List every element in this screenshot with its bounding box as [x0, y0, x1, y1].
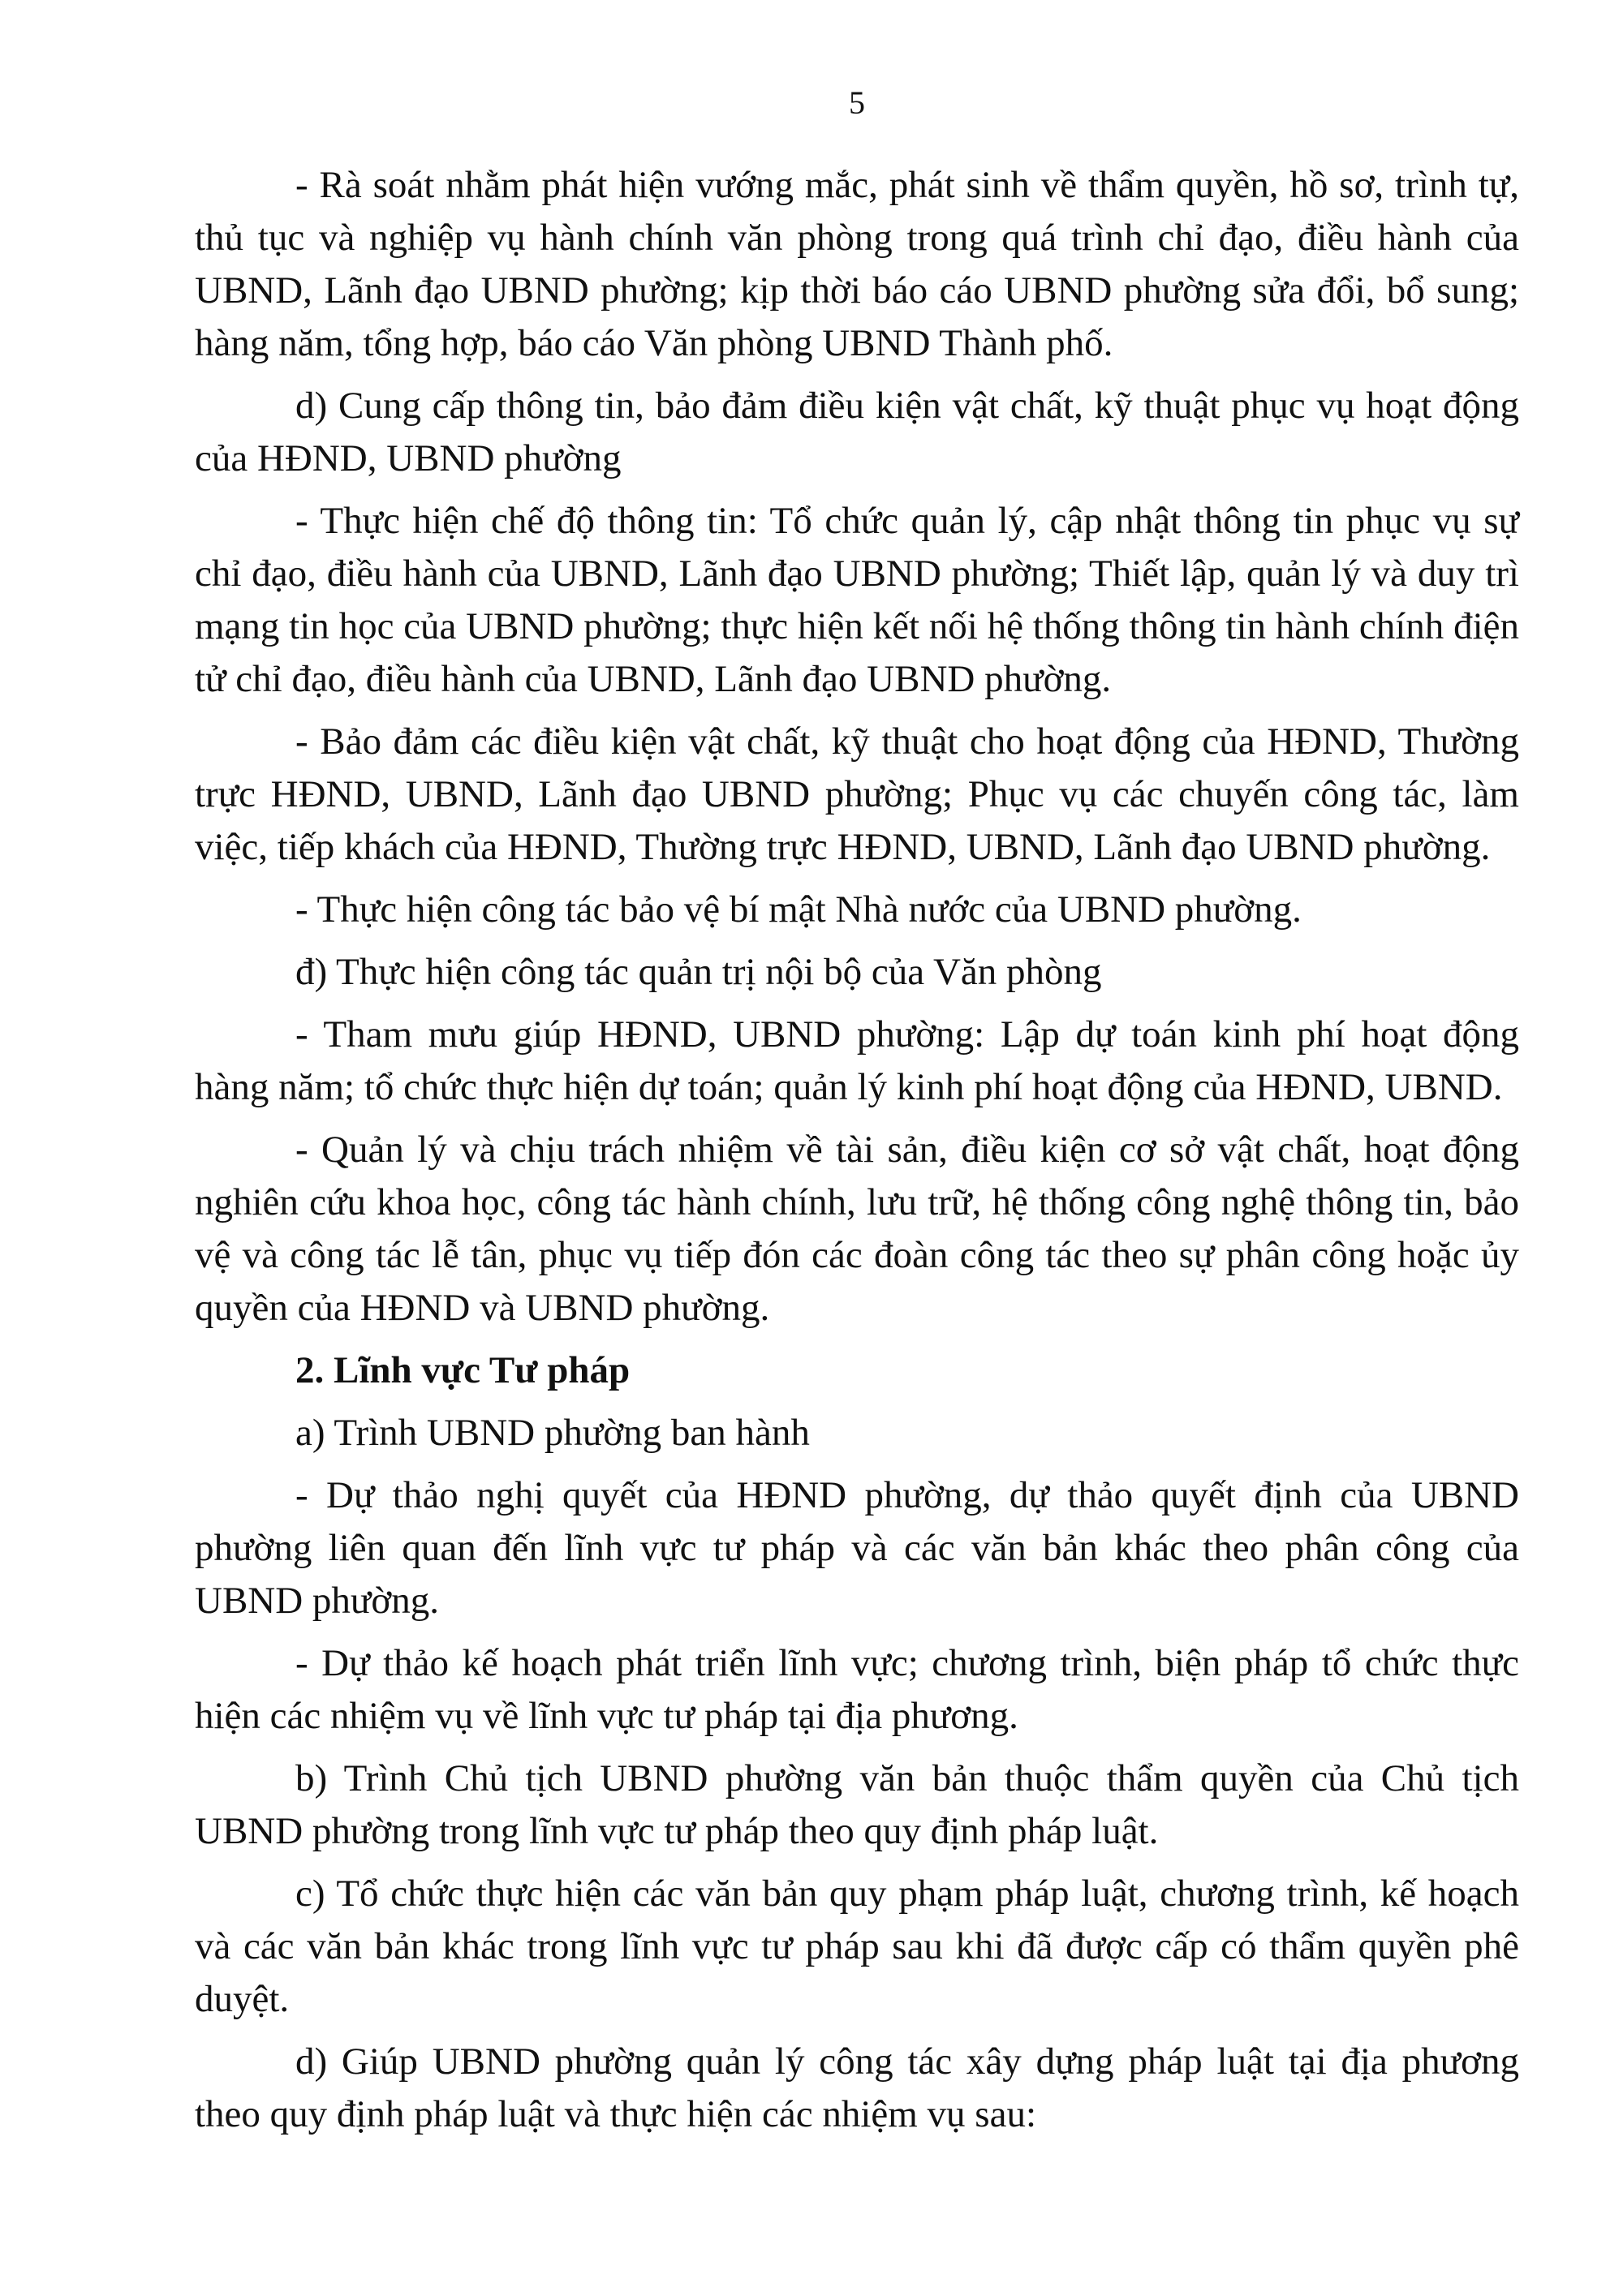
paragraph-asset-management: - Quản lý và chịu trách nhiệm về tài sản, điều kiện cơ sở vật chất, hoạt động nghiên cứu khoa học, công tác hành chính, lưu trữ, hệ thống công nghệ thông tin, bảo vệ và công tác lễ tân, phục vụ tiếp đón các đoàn công tác theo sự phân công hoặc ủy quyền của HĐND và UBND phường.	[195, 1129, 1519, 1329]
document-body	[195, 159, 1519, 2141]
section-heading-justice: 2. Lĩnh vực Tư pháp	[295, 1349, 631, 1391]
page-number: 5	[849, 84, 865, 121]
paragraph-budget-advice: - Tham mưu giúp HĐND, UBND phường: Lập dự toán kinh phí hoạt động hàng năm; tổ chức thực hiện dự toán; quản lý kinh phí hoạt động của HĐND, UBND.	[195, 1013, 1519, 1108]
paragraph-item-b-chairman: b) Trình Chủ tịch UBND phường văn bản thuộc thẩm quyền của Chủ tịch UBND phường trong lĩnh vực tư pháp theo quy định pháp luật.	[195, 1757, 1519, 1852]
paragraph-draft-plan: - Dự thảo kế hoạch phát triển lĩnh vực; chương trình, biện pháp tổ chức thực hiện các nhiệm vụ về lĩnh vực tư pháp tại địa phương.	[195, 1642, 1519, 1737]
paragraph-review-issues: - Rà soát nhằm phát hiện vướng mắc, phát sinh về thẩm quyền, hồ sơ, trình tự, thủ tục và nghiệp vụ hành chính văn phòng trong quá trình chỉ đạo, điều hành của UBND, Lãnh đạo UBND phường; kịp thời báo cáo UBND phường sửa đổi, bổ sung; hàng năm, tổng hợp, báo cáo Văn phòng UBND Thành phố.	[195, 164, 1519, 364]
paragraph-state-secrets: - Thực hiện công tác bảo vệ bí mật Nhà nước của UBND phường.	[295, 888, 1302, 931]
paragraph-material-conditions: - Bảo đảm các điều kiện vật chất, kỹ thuật cho hoạt động của HĐND, Thường trực HĐND, UBND, Lãnh đạo UBND phường; Phục vụ các chuyến công tác, làm việc, tiếp khách của HĐND, Thường trực HĐND, UBND, Lãnh đạo UBND phường.	[195, 720, 1519, 868]
paragraph-information-regime: - Thực hiện chế độ thông tin: Tổ chức quản lý, cập nhật thông tin phục vụ sự chỉ đạo, điều hành của UBND, Lãnh đạo UBND phường; Thiết lập, quản lý và duy trì mạng tin học của UBND phường; thực hiện kết nối hệ thống thông tin hành chính điện tử chỉ đạo, điều hành của UBND, Lãnh đạo UBND phường.	[195, 500, 1519, 700]
paragraph-item-a-submit: a) Trình UBND phường ban hành	[295, 1412, 810, 1454]
paragraph-item-c-implement: c) Tổ chức thực hiện các văn bản quy phạm pháp luật, chương trình, kế hoạch và các văn bản khác trong lĩnh vực tư pháp sau khi đã được cấp có thẩm quyền phê duyệt.	[195, 1872, 1519, 2020]
paragraph-draft-resolution: - Dự thảo nghị quyết của HĐND phường, dự thảo quyết định của UBND phường liên quan đến lĩnh vực tư pháp và các văn bản khác theo phân công của UBND phường.	[195, 1474, 1519, 1622]
paragraph-item-d-lawmaking: d) Giúp UBND phường quản lý công tác xây dựng pháp luật tại địa phương theo quy định pháp luật và thực hiện các nhiệm vụ sau:	[195, 2040, 1519, 2135]
paragraph-item-dd-internal-admin: đ) Thực hiện công tác quản trị nội bộ của Văn phòng	[295, 951, 1102, 993]
paragraph-item-d-information: d) Cung cấp thông tin, bảo đảm điều kiện vật chất, kỹ thuật phục vụ hoạt động của HĐND, UBND phường	[195, 385, 1519, 479]
